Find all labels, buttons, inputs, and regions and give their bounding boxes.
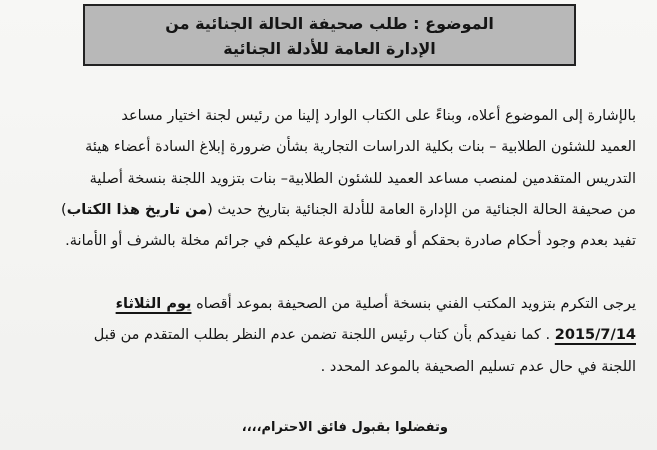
subject-line-1: الموضوع : طلب صحيفة الحالة الجنائية من	[165, 14, 494, 33]
paragraph-2-line-2	[22, 320, 636, 351]
paragraph-1-line-2: العميد للشئون الطلابية – بنات بكلية الدراسات التجارية بشأن ضرورة إبلاغ السادة أعضاء هيئة	[85, 139, 636, 155]
paragraph-1-line-1: بالإشارة إلى الموضوع أعلاه، وبناءً على الكتاب الوارد إلينا من رئيس لجنة اختيار مساعد	[121, 108, 636, 124]
paragraph-1-line-4-start: من صحيفة الحالة الجنائية من الإدارة العامة للأدلة الجنائية بتاريخ حديث (	[207, 202, 636, 218]
paragraph-2-line-2-rest: . كما نفيدكم بأن كتاب رئيس اللجنة تضمن عدم النظر بطلب المتقدم من قبل	[93, 327, 555, 343]
paragraph-1-line-5: تفيد بعدم وجود أحكام صادرة بحقكم أو قضايا مرفوعة عليكم في جرائم مخلة بالشرف أو الأمانة.	[65, 233, 636, 249]
paragraph-1-line-4	[22, 195, 636, 226]
paragraph-1-line-3: التدريس المتقدمين لمنصب مساعد العميد للشئون الطلابية– بنات بتزويد اللجنة بنسخة أصلية	[89, 171, 636, 187]
date-reference-emphasis: من تاريخ هذا الكتاب	[66, 202, 208, 218]
deadline-date: 2015/7/14	[554, 327, 636, 343]
subject-box	[83, 4, 576, 66]
deadline-day: يوم الثلاثاء	[115, 296, 192, 312]
paragraph-2-line-1-start: يرجى التكرم بتزويد المكتب الفني بنسخة أصلية من الصحيفة بموعد أقصاه	[191, 296, 636, 312]
paragraph-2-line-1	[22, 289, 636, 320]
paragraph-2-line-3: اللجنة في حال عدم تسليم الصحيفة بالموعد المحدد .	[320, 359, 636, 375]
closing-line: وتفضلوا بقبول فائق الاحترام،،،،	[241, 420, 448, 435]
subject-line-2: الإدارة العامة للأدلة الجنائية	[223, 39, 436, 58]
paragraph-1-line-4-end: )	[61, 202, 67, 218]
